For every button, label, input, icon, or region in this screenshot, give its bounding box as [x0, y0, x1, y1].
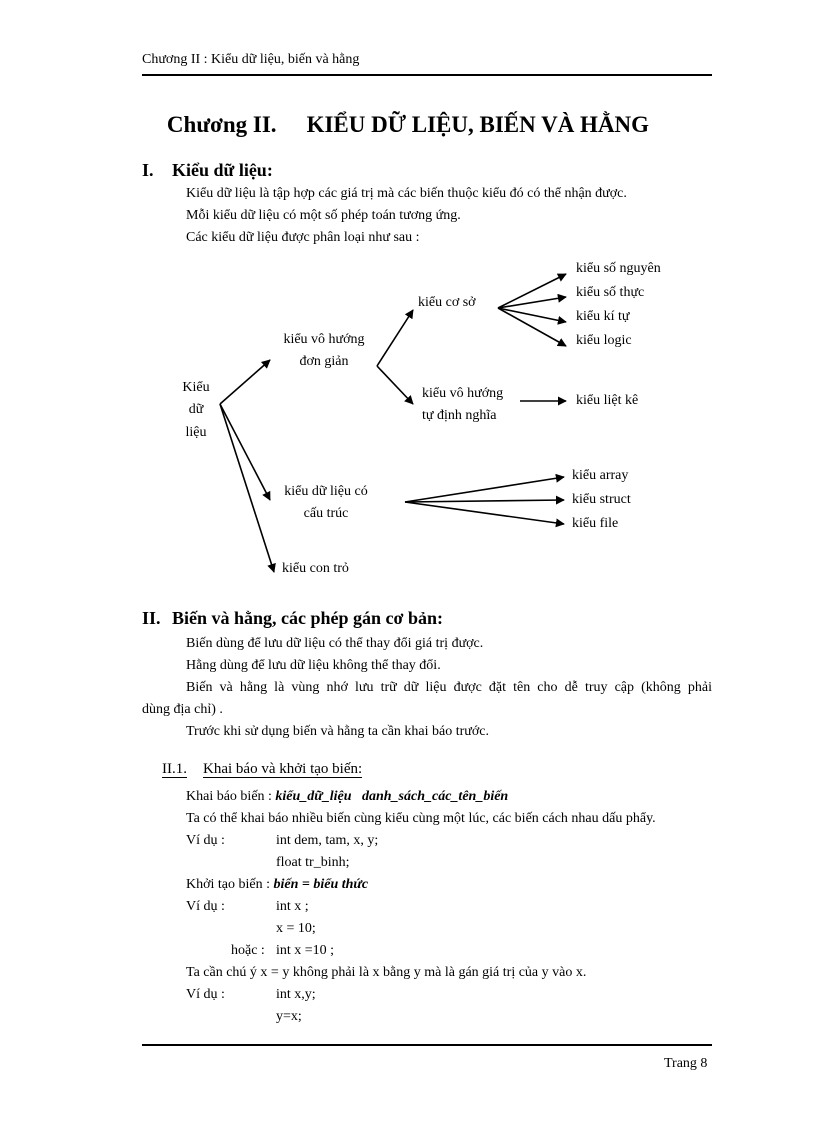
running-header: Chương II : Kiểu dữ liệu, biến và hằng [142, 52, 360, 67]
section1-number: I. [142, 160, 154, 180]
arrow-struct-file [405, 502, 564, 524]
arrow-struct-struct [405, 500, 564, 502]
diagram-scalar: đơn giản [299, 354, 349, 369]
diagram-pointer: kiểu con trỏ [282, 561, 349, 576]
diagram-user-defined: tự định nghĩa [422, 408, 497, 423]
arrow-struct-array [405, 477, 564, 502]
section2-line: Hằng dùng để lưu dữ liệu không thể thay đổi. [186, 658, 441, 673]
section1-title: Kiểu dữ liệu: [172, 160, 273, 180]
example-label: Ví dụ : [186, 833, 225, 848]
chapter-number: Chương II. [166, 112, 277, 137]
code-line: float tr_binh; [276, 855, 350, 870]
section2-heading [142, 608, 443, 629]
arrow-scalar-base [377, 310, 413, 366]
diagram-base-type: kiểu logic [576, 333, 632, 348]
section2-paragraph-cont: dùng địa chỉ) . [142, 702, 223, 717]
or-label: hoặc : [231, 943, 265, 958]
diagram-base-type: kiểu kí tự [576, 309, 630, 324]
diagram-struct-type: kiểu array [572, 468, 629, 483]
diagram-base: kiểu cơ sở [418, 295, 476, 310]
code-line: x = 10; [276, 921, 316, 936]
assignment-note: Ta cần chú ý x = y không phải là x bằng y mà là gán giá trị của y vào x. [186, 965, 587, 980]
diagram-root: dữ [188, 402, 204, 417]
code-line: int x =10 ; [276, 943, 335, 958]
diagram-struct-type: kiểu struct [572, 492, 631, 507]
initialization-syntax: biến = biểu thức [273, 877, 369, 892]
section2-paragraph: Biến và hằng là vùng nhớ lưu trữ dữ liệu được đặt tên cho dễ truy cập (không phải [186, 680, 712, 695]
section1-line: Kiểu dữ liệu là tập hợp các giá trị mà các biến thuộc kiểu đó có thể nhận được. [186, 186, 627, 201]
section2-title: Biến và hằng, các phép gán cơ bản: [172, 608, 444, 628]
diagram-structured: cấu trúc [303, 506, 349, 521]
declaration-label: Khai báo biến : [186, 789, 276, 804]
diagram-root: Kiểu [182, 380, 210, 395]
page-number: Trang 8 [664, 1056, 708, 1071]
initialization-label: Khởi tạo biến : [186, 877, 274, 892]
arrow-root-pointer [220, 404, 274, 572]
initialization-line [186, 877, 368, 893]
section2-line: Biến dùng để lưu dữ liệu có thể thay đổi giá trị được. [186, 636, 484, 651]
subsection-number: II.1. [162, 761, 187, 777]
diagram-enum: kiểu liệt kê [576, 393, 639, 408]
section2-line: Trước khi sử dụng biến và hằng ta cần khai báo trước. [186, 724, 489, 739]
section1-line: Mỗi kiểu dữ liệu có một số phép toán tương ứng. [186, 208, 461, 223]
section1-line: Các kiểu dữ liệu được phân loại như sau : [186, 230, 420, 245]
diagram-root: liệu [185, 425, 207, 440]
subsection-title: Khai báo và khởi tạo biến: [203, 761, 363, 777]
subsection-heading [162, 761, 362, 778]
footer-rule [142, 1044, 712, 1046]
declaration-syntax: kiểu_dữ_liệu danh_sách_các_tên_biến [275, 789, 509, 804]
arrow-base-logic [498, 308, 566, 346]
code-line: y=x; [276, 1009, 302, 1024]
diagram-struct-type: kiểu file [572, 516, 619, 531]
declaration-line [186, 789, 508, 805]
section2-number: II. [142, 608, 161, 628]
arrow-root-scalar [220, 360, 270, 404]
diagram-user-defined: kiểu vô hướng [422, 386, 504, 401]
example-label: Ví dụ : [186, 899, 225, 914]
arrow-root-structured [220, 404, 270, 500]
diagram-base-type: kiểu số thực [576, 285, 645, 300]
code-line: int x,y; [276, 987, 316, 1002]
diagram-scalar: kiểu vô hướng [283, 332, 365, 347]
code-line: int x ; [276, 899, 309, 914]
code-line: int dem, tam, x, y; [276, 833, 379, 848]
multi-declaration-note: Ta có thể khai báo nhiều biến cùng kiểu cùng một lúc, các biến cách nhau dấu phẩy. [186, 811, 656, 826]
chapter-name: KIỂU DỮ LIỆU, BIẾN VÀ HẰNG [306, 112, 650, 137]
arrow-scalar-user [377, 366, 413, 404]
example-label: Ví dụ : [186, 987, 225, 1002]
arrow-base-char [498, 308, 566, 322]
diagram-base-type: kiểu số nguyên [576, 261, 661, 276]
diagram-structured: kiểu dữ liệu có [284, 484, 368, 499]
